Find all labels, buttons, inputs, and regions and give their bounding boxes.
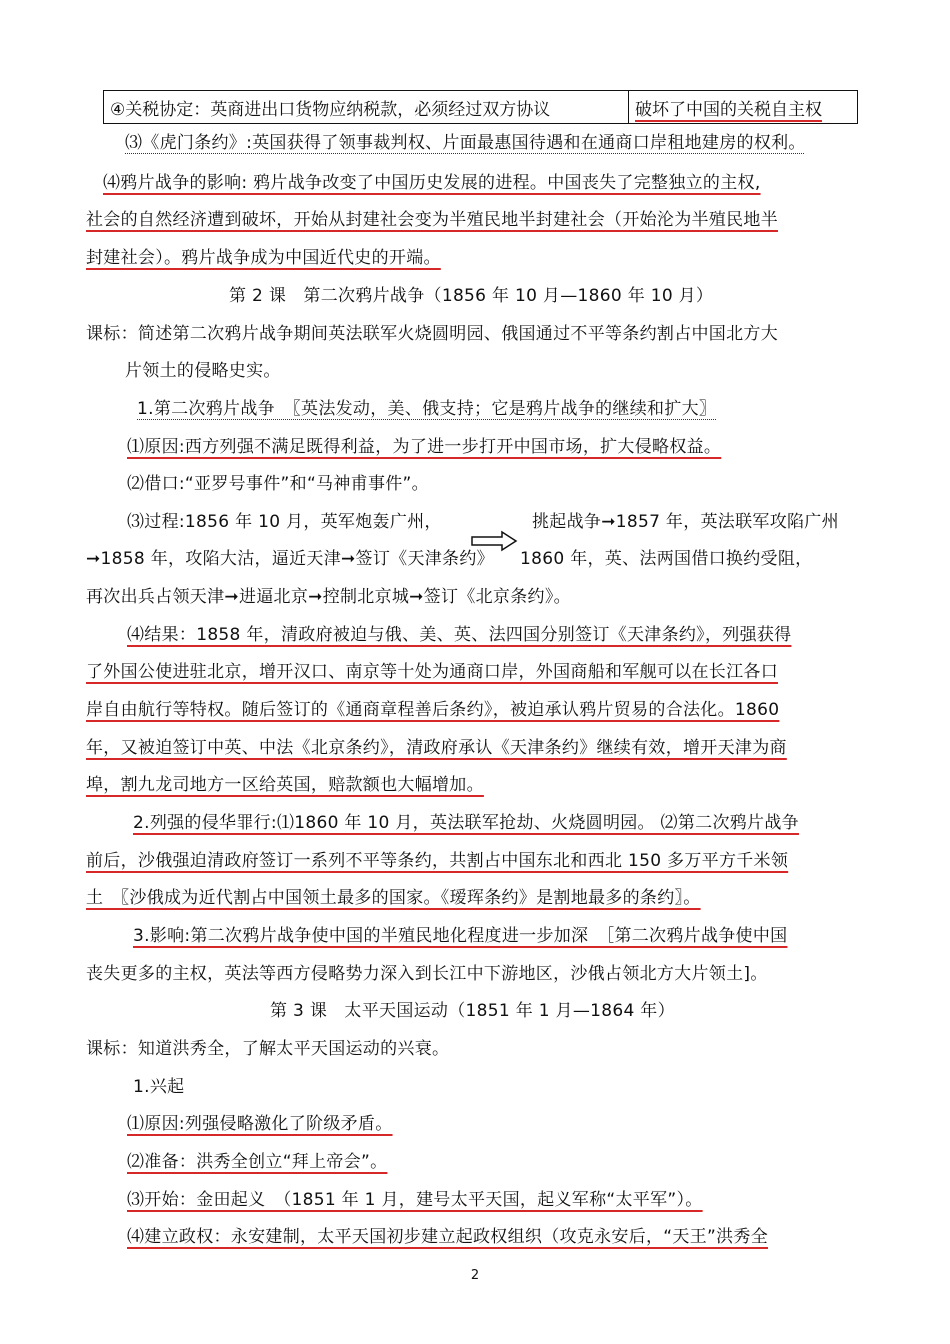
paragraph-line: ⑷鸦片战争的影响: 鸦片战争改变了中国历史发展的进程。中国丧失了完整独立的主权, bbox=[103, 173, 761, 193]
paragraph-line: 土 〖沙俄成为近代割占中国领土最多的国家。《瑷珲条约》是割地最多的条约〗。 bbox=[86, 888, 701, 908]
paragraph-line: ⑷结果：1858 年，清政府被迫与俄、美、英、法四国分别签订《天津条约》，列强获得 bbox=[127, 625, 792, 645]
paragraph-line: 岸自由航行等特权。随后签订的《通商章程善后条约》，被迫承认鸦片贸易的合法化。1860 bbox=[86, 700, 780, 720]
paragraph-line: ⑶过程:1856 年 10 月，英军炮轰广州， bbox=[127, 512, 442, 532]
paragraph-line: ⑶开始：金田起义 （1851 年 1 月，建号太平天国，起义军称“太平军”）。 bbox=[127, 1190, 703, 1210]
paragraph-line: ⑵准备：洪秀全创立“拜上帝会”。 bbox=[127, 1152, 388, 1172]
lesson-title: 第 3 课 太平天国运动（1851 年 1 月—1864 年） bbox=[270, 1001, 675, 1021]
paragraph-line: 2.列强的侵华罪行:⑴1860 年 10 月，英法联军抢劫、火烧圆明园。 ⑵第二次鸦片战争 bbox=[133, 813, 799, 833]
table-cell-content: ④关税协定：英商进出口货物应纳税款，必须经过双方协议 bbox=[104, 91, 629, 124]
paragraph-line: 挑起战争➞1857 年，英法联军攻陷广州 bbox=[532, 512, 839, 532]
paragraph-line: ⑶《虎门条约》:英国获得了领事裁判权、片面最惠国待遇和在通商口岸租地建房的权利。 bbox=[125, 133, 806, 153]
section-heading: 1.第二次鸦片战争 〖英法发动，美、俄支持；它是鸦片战争的继续和扩大〗 bbox=[137, 399, 717, 419]
table-cell-impact bbox=[629, 91, 858, 124]
paragraph-line: ⑵借口:“亚罗号事件”和“马神甫事件”。 bbox=[127, 474, 429, 494]
paragraph-line: 埠，割九龙司地方一区给英国，赔款额也大幅增加。 bbox=[86, 775, 484, 795]
treaty-table bbox=[103, 90, 858, 124]
paragraph-line: 封建社会）。鸦片战争成为中国近代史的开端。 bbox=[86, 248, 441, 268]
curriculum-standard: 课标：知道洪秀全，了解太平天国运动的兴衰。 bbox=[86, 1039, 450, 1059]
paragraph-line: ⑴原因:西方列强不满足既得利益，为了进一步打开中国市场，扩大侵略权益。 bbox=[127, 437, 722, 457]
table-row bbox=[104, 91, 858, 124]
paragraph-line: 再次出兵占领天津➞进逼北京➞控制北京城➞签订《北京条约》。 bbox=[86, 587, 571, 607]
lesson-title: 第 2 课 第二次鸦片战争（1856 年 10 月—1860 年 10 月） bbox=[229, 286, 714, 306]
table-cell-impact-text: 破坏了中国的关税自主权 bbox=[635, 99, 822, 120]
paragraph-line: 片领土的侵略史实。 bbox=[125, 361, 281, 381]
paragraph-line: 3.影响:第二次鸦片战争使中国的半殖民地化程度进一步加深 ［第二次鸦片战争使中国 bbox=[133, 926, 788, 946]
section-heading: 1.兴起 bbox=[133, 1077, 185, 1097]
paragraph-line: 社会的自然经济遭到破坏，开始从封建社会变为半殖民地半封建社会（开始沦为半殖民地半 bbox=[86, 210, 778, 230]
paragraph-line: 了外国公使进驻北京，增开汉口、南京等十处为通商口岸，外国商船和军舰可以在长江各口 bbox=[86, 662, 778, 682]
paragraph-line: 年，又被迫签订中英、中法《北京条约》，清政府承认《天津条约》继续有效，增开天津为商 bbox=[86, 738, 787, 758]
curriculum-standard: 课标：简述第二次鸦片战争期间英法联军火烧圆明园、俄国通过不平等条约割占中国北方大 bbox=[86, 324, 778, 344]
paragraph-line: ⑴原因:列强侵略激化了阶级矛盾。 bbox=[127, 1114, 393, 1134]
paragraph-line: 前后，沙俄强迫清政府签订一系列不平等条约，共割占中国东北和西北 150 多万平方千米领 bbox=[86, 851, 789, 871]
page-number: 2 bbox=[470, 1268, 480, 1283]
paragraph-line: 丧失更多的主权，英法等西方侵略势力深入到长江中下游地区，沙俄占领北方大片领土]。 bbox=[86, 964, 768, 984]
paragraph-line: ➞1858 年，攻陷大沽，逼近天津➞签订《天津条约》 1860 年，英、法两国借口换约受阻， bbox=[86, 549, 813, 569]
paragraph-line: ⑷建立政权：永安建制，太平天国初步建立起政权组织（攻克永安后，“天王”洪秀全 bbox=[127, 1227, 769, 1247]
